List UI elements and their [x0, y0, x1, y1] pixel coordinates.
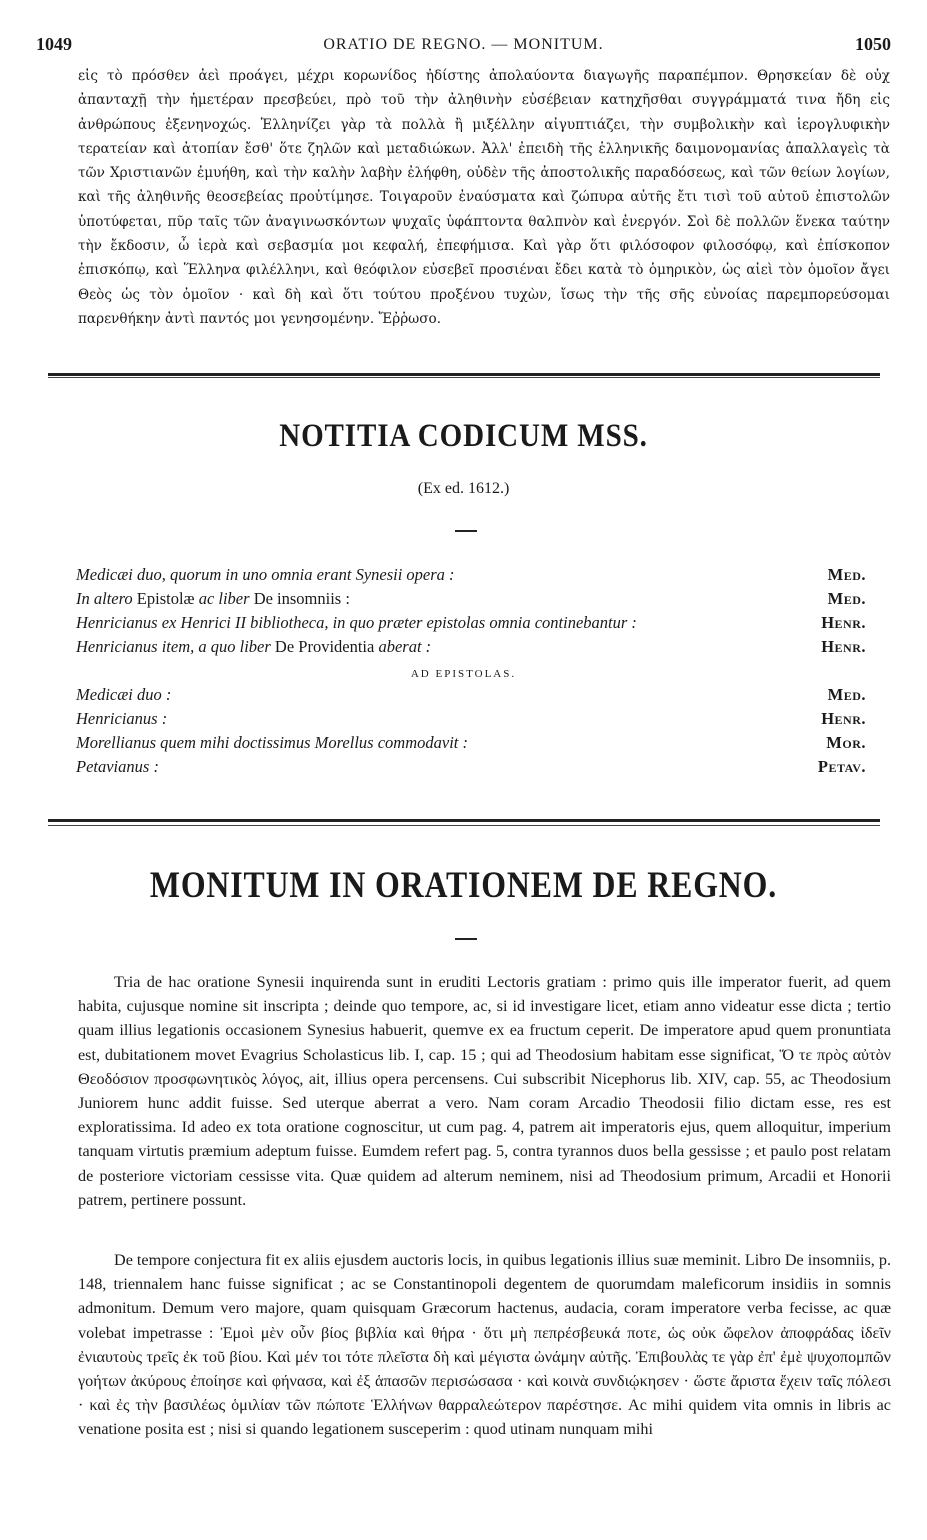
- short-rule: [455, 530, 477, 532]
- section-divider: [48, 373, 880, 376]
- monitum-paragraph-2: De tempore conjectura fit ex aliis ejusdem auctoris locis, in quibus legationis illius suæ meminit. Libro De insomniis, p. 148, triennalem hanc fuisse significat ; ac se Constantinopoli degentem de quorumdam maleficorum insidiis in somnis admonitum. Demum vero majore, quam quisquam Græcorum hactenus, audacia, coram imperatore verba fecisse, ac quæ volebat impetrasse : Ἐμοὶ μὲν οὖν βίος βιβλία καὶ θήρα · ὅτι μὴ πεπρέσβευκά ποτε, ὡς οὐκ ὤφελον ἀποφράδας ἰδεῖν ἐνιαυτοὺς τρεῖς ἐκ τοῦ βίου. Καὶ μέν τοι τότε πλεῖστα δὴ καὶ μέγιστα ὠνάμην αὐτῆς. Ἐπιβουλὰς τε γὰρ ἐπ' ἐμὲ ψυχοπομπῶν γοήτων ἀκύρους ἐποίησε καὶ φήνασα, καὶ ἐξ ἁπασῶν περισώσασα · καὶ κοινὰ συνδιῴκησεν · ὥστε ἄριστα ἔχειν ταῖς πόλεσι · καὶ ἐς τὴν βασιλέως ὁμιλίαν τῶν πώποτε Ἑλλήνων θαρραλεώτερον παρέστησε. Ac mihi quidem vita omnis in libris ac venatione posita est ; nisi si quando legationem susceperim : quod utinam nunquam mihi: [78, 1251, 891, 1439]
- running-header: [36, 34, 891, 58]
- page-number-right: 1050: [855, 34, 891, 54]
- codex-row: [76, 709, 866, 733]
- codex-row: [76, 565, 866, 589]
- codex-description: Henricianus :: [76, 709, 168, 728]
- codex-description: Henricianus item, a quo liber De Providentia aberat :: [76, 637, 432, 656]
- codex-description: Medicæi duo, quorum in uno omnia erant Synesii opera :: [76, 565, 455, 584]
- codex-abbreviation: Med.: [827, 589, 866, 608]
- codex-row: [76, 613, 866, 637]
- edition-note: (Ex ed. 1612.): [417, 480, 510, 497]
- codex-row: [76, 685, 866, 709]
- codex-description: Petavianus :: [76, 757, 159, 776]
- codex-row: [76, 637, 866, 661]
- section-divider-thin: [48, 377, 880, 378]
- codex-description: Medicæi duo :: [76, 685, 172, 704]
- greek-paragraph: εἰς τὸ πρόσθεν ἀεὶ προάγει, μέχρι κορωνίδος ἠδίστης ἀπολαύοντα διαγωγῆς παραπέμπον. Θρησκείαν δὲ οὐχ ἀπανταχῇ τὴν ἡμετέραν πρεσβεύει, πρὸ τοῦ τὴν ἀληθινὴν εὐσέβειαν κατηχῆσθαι συγγράμματά τινα ἤδη εἰς ἀνθρώπους ἐξενηνοχώς. Ἑλληνίζει γὰρ τὰ πολλὰ ἢ μιξέλλην αἰγυπτιάζει, τὴν συμβολικὴν καὶ ἱερογλυφικὴν τερατείαν καὶ ἀτοπίαν ἔσθ' ὅτε ζηλῶν καὶ μεταδιώκων. Ἀλλ' ἐπειδὴ τῆς ἑλληνικῆς δαιμονομανίας ἀπαλλαγεὶς τὰ τῶν Χριστιανῶν ἐμυήθη, καὶ τὴν καλὴν λαβὴν ἐλήφθη, οὐδὲν τῆς ἀποστολικῆς παραδόσεως, καὶ τῶν θείων λογίων, καὶ τῆς ἀληθινῆς θεοσεβείας προὐτίμησε. Τοιγαροῦν ἐναύσματα καὶ ζώπυρα αὐτῆς ἔτι τισὶ τοῦ αὐτοῦ ἐπιστολῶν ὑποτύφεται, πῦρ ταῖς τῶν ἀναγινωσκόντων ψυχαῖς ὑφάπτοντα θαλπνὸν καὶ ἐνεργόν. Σοὶ δὲ πολλῶν ἕνεκα ταύτην τὴν ἔκδοσιν, ὦ ἱερὰ καὶ σεβασμία μοι κεφαλή, ἐπεφήμισα. Καὶ γὰρ ὅτι φιλόσοφον φιλοσόφῳ, καὶ ἐπίσκοπον ἐπισκόπῳ, καὶ Ἕλληνα φιλέλληνι, καὶ θεόφιλον εὐσεβεῖ προσιέναι ἔδει κατὰ τὸ ὁμηρικὸν, ὡς αἰεὶ τὸν ὁμοῖον ἄγει Θεὸς ὡς τὸν ὁμοῖον · καὶ δὴ καὶ ὅτι τούτου προξένου τυχὼν, ἴσως τὴν τῆς σῆς εὐνοίας παρεμπορεύσομαι παρενθήκην ἀντὶ παντός μοι γενησομένην. Ἔῤῥωσο.: [78, 68, 890, 327]
- codex-abbreviation: Henr.: [821, 709, 866, 728]
- codex-abbreviation: Henr.: [821, 613, 866, 632]
- codex-row: [76, 589, 866, 613]
- codex-row: [76, 757, 866, 781]
- notitia-heading: NOTITIA CODICUM MSS.: [279, 418, 648, 454]
- running-title: ORATIO DE REGNO. — MONITUM.: [323, 36, 604, 53]
- monitum-paragraph-1: Tria de hac oratione Synesii inquirenda sunt in eruditi Lectoris gratiam : primo quis ille imperator fuerit, ad quem habita, cujusque nomine sit inscripta ; deinde quo tempore, ac, si id investigare licet, etiam anno videatur esse dicta ; tertio quam illius legationis occasionem Synesius habuerit, quemve ex ea fructum ceperit. De imperatore apud quem pronuntiata est, dubitationem movet Evagrius Scholasticus lib. I, cap. 15 ; qui ad Theodosium habitam esse significat, Ὅ τε πρὸς αὐτὸν Θεοδόσιον προσφωνητικὸς λόγος, ait, illius opera percensens. Cui subscribit Nicephorus lib. XIV, cap. 55, ac Theodosium Juniorem hunc addit fuisse. Sed uterque aberrat a vero. Nam coram Arcadio Theodosii filio dictam esse, res est exploratissima. Id adeo ex tota oratione cognoscitur, ut cum pag. 4, patrem ait imperatoris ejus, quem alloquitur, imperium tanquam virtutis præmium adeptum fuisse. Eumdem refert pag. 5, contra tyrannos duos bella gessisse ; et paulo post relatam de posteriore victoriam cessisse vita. Quæ quidem ad alterum neminem, nisi ad Theodosium primum, Arcadii et Honorii patrem, pertinere possunt.: [78, 973, 891, 1209]
- epistolas-subheading: AD EPISTOLAS.: [410, 668, 517, 680]
- short-rule: [455, 938, 477, 940]
- codex-row: [76, 733, 866, 757]
- codex-description: In altero Epistolæ ac liber De insomniis :: [76, 589, 350, 608]
- codex-description: Henricianus ex Henrici II bibliotheca, in quo præter epistolas omnia continebantur :: [76, 613, 637, 632]
- codex-abbreviation: Henr.: [821, 637, 866, 656]
- section-divider: [48, 819, 880, 822]
- codex-abbreviation: Med.: [827, 565, 866, 584]
- codex-abbreviation: Med.: [827, 685, 866, 704]
- codex-abbreviation: Mor.: [826, 733, 866, 752]
- codex-abbreviation: Petav.: [817, 757, 866, 776]
- codex-description: Morellianus quem mihi doctissimus Morellus commodavit :: [76, 733, 468, 752]
- monitum-heading: MONITUM IN ORATIONEM DE REGNO.: [149, 865, 778, 906]
- section-divider-thin: [48, 825, 880, 826]
- page-number-left: 1049: [36, 34, 72, 54]
